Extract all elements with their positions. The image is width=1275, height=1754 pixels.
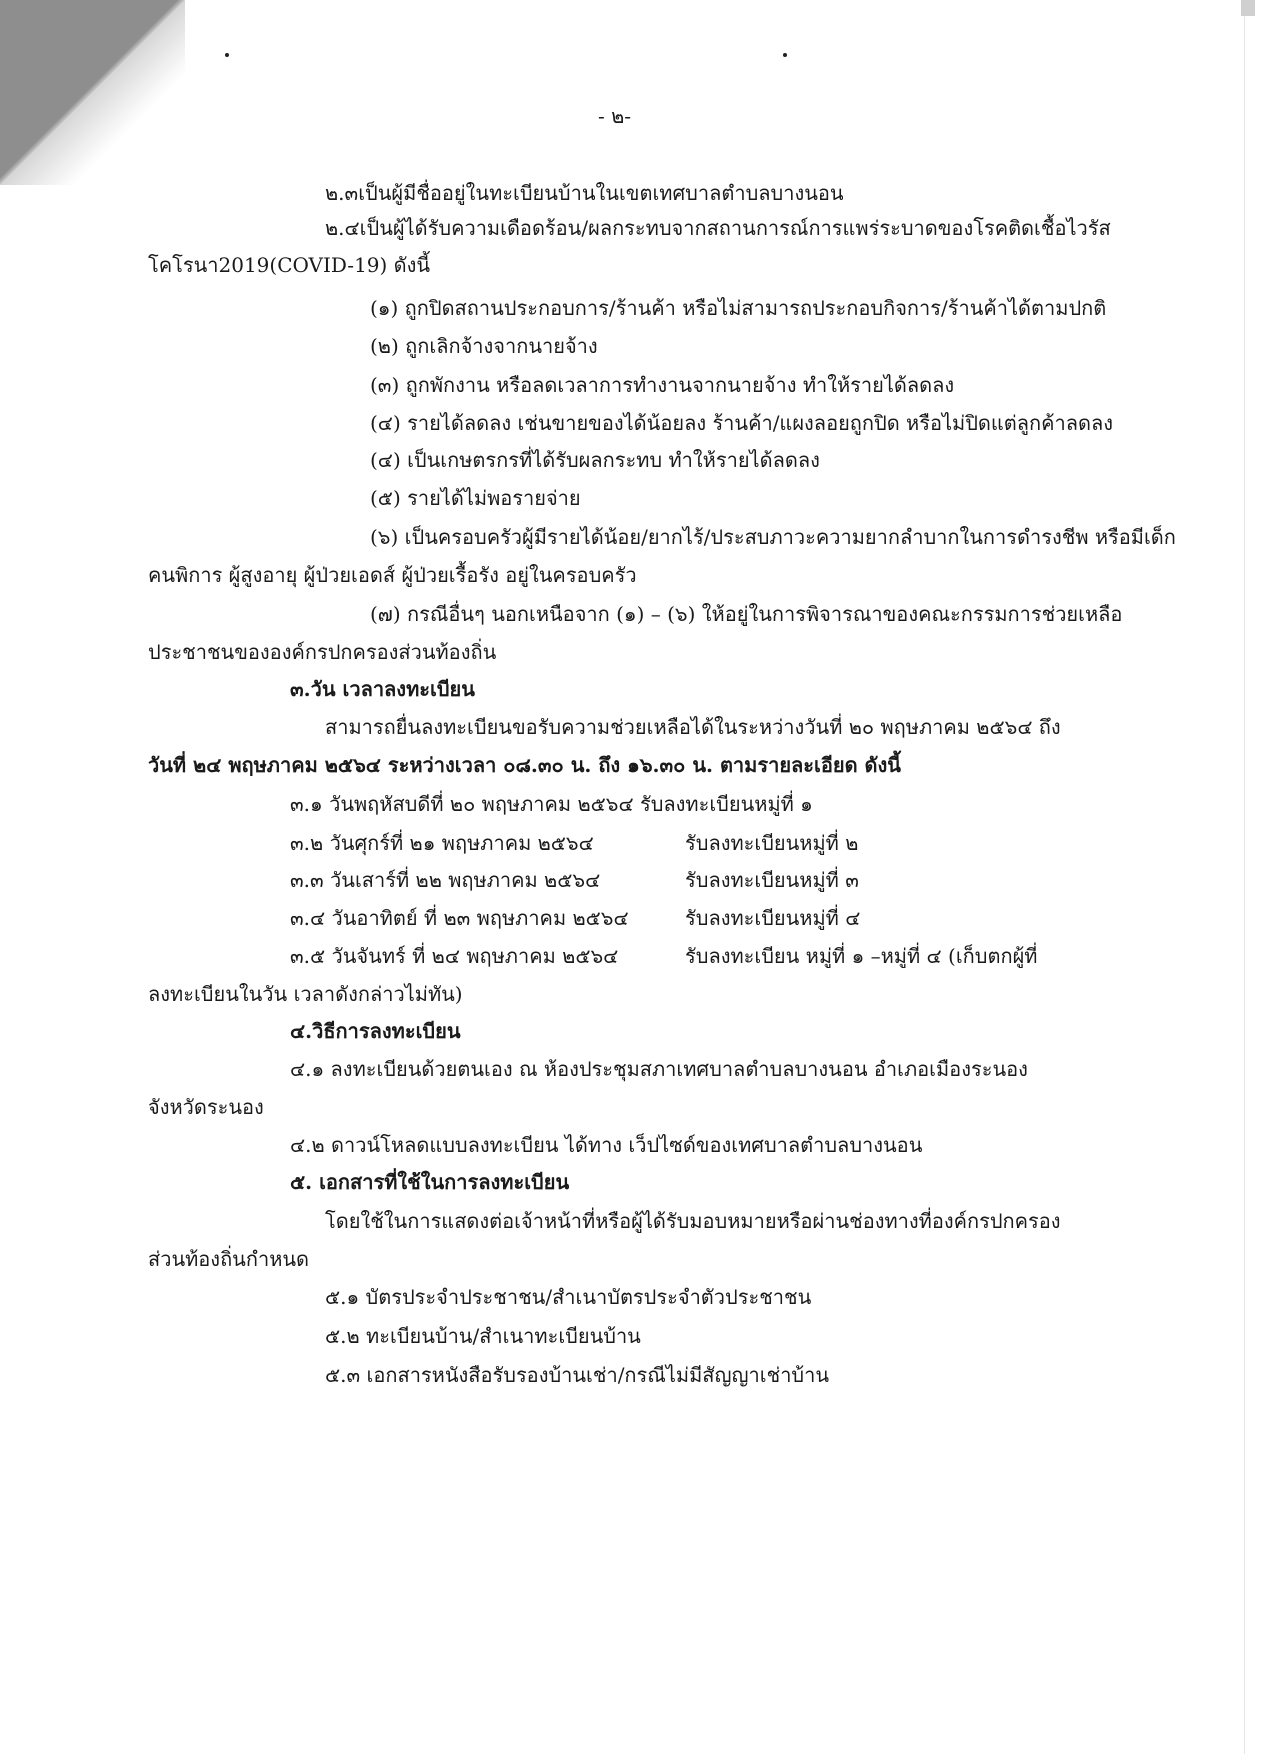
item-4b: (๔) เป็นเกษตรกรที่ได้รับผลกระทบ ทำให้รายได้ลดลง <box>370 448 820 472</box>
item-1: (๑) ถูกปิดสถานประกอบการ/ร้านค้า หรือไม่สามารถประกอบกิจการ/ร้านค้าได้ตามปกติ <box>370 296 1107 320</box>
item-7-cont: ประชาชนขององค์กรปกครองส่วนท้องถิ่น <box>148 640 497 664</box>
item-6: (๖) เป็นครอบครัวผู้มีรายได้น้อย/ยากไร้/ประสบภาวะความยากลำบากในการดำรงชีพ หรือมีเด็ก <box>370 525 1176 549</box>
item-7: (๗) กรณีอื่นๆ นอกเหนือจาก (๑) – (๖) ให้อยู่ในการพิจารณาของคณะกรรมการช่วยเหลือ <box>370 602 1123 626</box>
item-3: (๓) ถูกพักงาน หรือลดเวลาการทำงานจากนายจ้าง ทำให้รายได้ลดลง <box>370 373 955 397</box>
document-5-1: ๕.๑ บัตรประจำประชาชน/สำเนาบัตรประจำตัวประชาชน <box>325 1285 812 1309</box>
documents-intro-cont: ส่วนท้องถิ่นกำหนด <box>148 1247 310 1271</box>
heading-registration-time: ๓.วัน เวลาลงทะเบียน <box>290 677 475 701</box>
schedule-3-4-date: ๓.๔ วันอาทิตย์ ที่ ๒๓ พฤษภาคม ๒๕๖๔ <box>290 906 629 930</box>
registration-period: สามารถยื่นลงทะเบียนขอรับความช่วยเหลือได้ในระหว่างวันที่ ๒๐ พฤษภาคม ๒๕๖๔ ถึง <box>325 715 1061 739</box>
item-4a: (๔) รายได้ลดลง เช่นขายของได้น้อยลง ร้านค้า/แผงลอยถูกปิด หรือไม่ปิดแต่ลูกค้าลดลง <box>370 411 1114 435</box>
item-6-cont: คนพิการ ผู้สูงอายุ ผู้ป่วยเอดส์ ผู้ป่วยเรื้อรัง อยู่ในครอบครัว <box>148 563 637 587</box>
method-4-1: ๔.๑ ลงทะเบียนด้วยตนเอง ณ ห้องประชุมสภาเทศบาลตำบลบางนอน อำเภอเมืองระนอง <box>290 1057 1028 1081</box>
registration-period-cont: วันที่ ๒๔ พฤษภาคม ๒๕๖๔ ระหว่างเวลา ๐๘.๓๐ น. ถึง ๑๖.๓๐ น. ตามรายละเอียด ดังนี้ <box>148 753 901 777</box>
method-4-2: ๔.๒ ดาวน์โหลดแบบลงทะเบียน ได้ทาง เว็ปไซด์ของเทศบาลตำบลบางนอน <box>290 1133 923 1157</box>
documents-intro: โดยใช้ในการแสดงต่อเจ้าหน้าที่หรือผู้ได้รับมอบหมายหรือผ่านช่องทางที่องค์กรปกครอง <box>325 1209 1061 1233</box>
schedule-3-3-date: ๓.๓ วันเสาร์ที่ ๒๒ พฤษภาคม ๒๕๖๔ <box>290 868 601 892</box>
schedule-3-4-group: รับลงทะเบียนหมู่ที่ ๔ <box>685 906 861 930</box>
document-5-2: ๕.๒ ทะเบียนบ้าน/สำเนาทะเบียนบ้าน <box>325 1324 641 1348</box>
schedule-3-2-group: รับลงทะเบียนหมู่ที่ ๒ <box>685 831 859 855</box>
heading-documents: ๕. เอกสารที่ใช้ในการลงทะเบียน <box>290 1170 570 1194</box>
document-5-3: ๕.๓ เอกสารหนังสือรับรองบ้านเช่า/กรณีไม่มีสัญญาเช่าบ้าน <box>325 1363 830 1387</box>
section-2-3: ๒.๓เป็นผู้มีชื่ออยู่ในทะเบียนบ้านในเขตเทศบาลตำบลบางนอน <box>325 181 844 205</box>
item-5: (๕) รายได้ไม่พอรายจ่าย <box>370 486 581 510</box>
schedule-3-5-group: รับลงทะเบียน หมู่ที่ ๑ –หมู่ที่ ๔ (เก็บตกผู้ที่ <box>685 944 1038 968</box>
schedule-3-1: ๓.๑ วันพฤหัสบดีที่ ๒๐ พฤษภาคม ๒๕๖๔ รับลงทะเบียนหมู่ที่ ๑ <box>290 792 813 816</box>
item-2: (๒) ถูกเลิกจ้างจากนายจ้าง <box>370 334 598 358</box>
method-4-1-cont: จังหวัดระนอง <box>148 1095 264 1119</box>
schedule-3-2-date: ๓.๒ วันศุกร์ที่ ๒๑ พฤษภาคม ๒๕๖๔ <box>290 831 594 855</box>
page-number: - ๒- <box>598 104 632 128</box>
schedule-3-5-date: ๓.๕ วันจันทร์ ที่ ๒๔ พฤษภาคม ๒๕๖๔ <box>290 944 619 968</box>
section-2-4-cont: โคโรนา2019(COVID-19) ดังนี้ <box>148 253 431 277</box>
schedule-3-5-cont: ลงทะเบียนในวัน เวลาดังกล่าวไม่ทัน) <box>148 982 463 1006</box>
heading-registration-method: ๔.วิธีการลงทะเบียน <box>290 1019 461 1043</box>
section-2-4: ๒.๔เป็นผู้ได้รับความเดือดร้อน/ผลกระทบจากสถานการณ์การแพร่ระบาดของโรคติดเชื้อไวรัส <box>325 216 1111 240</box>
schedule-3-3-group: รับลงทะเบียนหมู่ที่ ๓ <box>685 868 859 892</box>
